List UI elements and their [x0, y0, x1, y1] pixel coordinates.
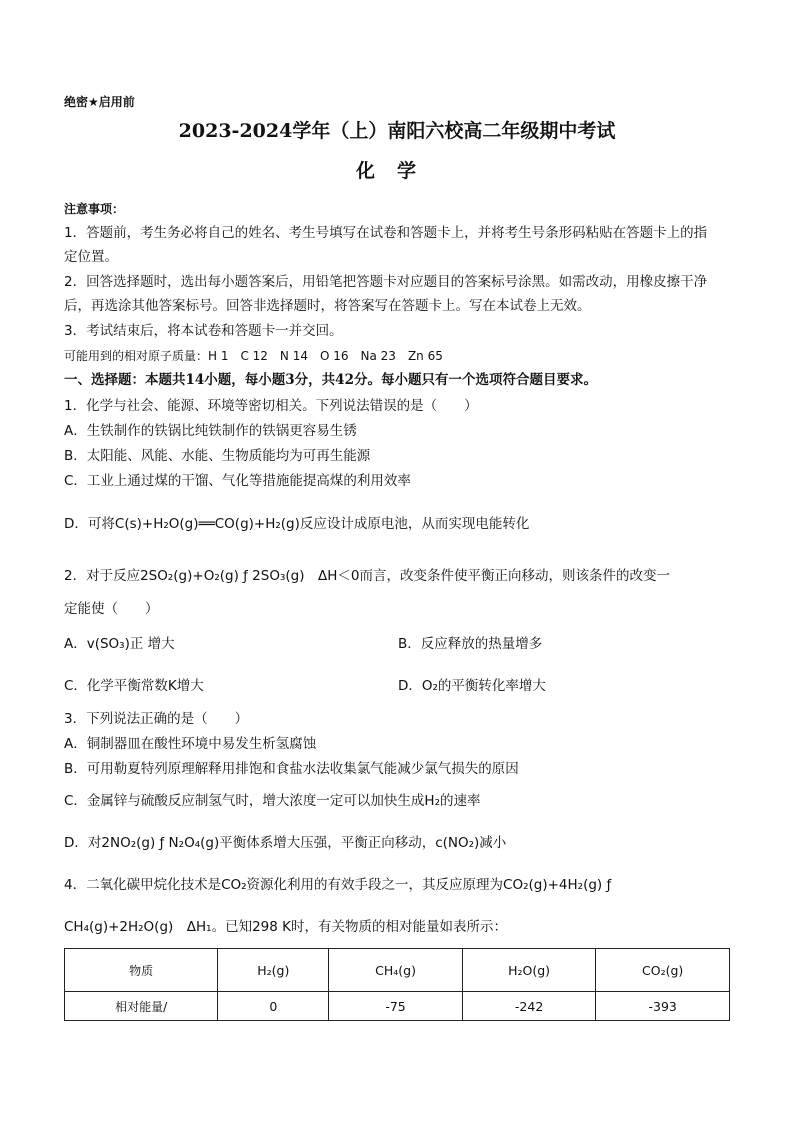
- q2-option-b: B．反应释放的热量增多: [398, 636, 543, 652]
- energy-table-value-row: [65, 992, 730, 1021]
- q1-option-d: D．可将C(s)+H₂O(g)══CO(g)+H₂(g)反应设计成原电池，从而实现电能转化: [64, 516, 530, 532]
- notice-heading: 注意事项：: [64, 202, 125, 216]
- energy-table-header-cell: 物质: [65, 949, 218, 992]
- section-1-heading: 一、选择题：本题共14小题，每小题3分，共42分。每小题只有一个选项符合题目要求。: [64, 372, 597, 388]
- energy-table-cell: 0: [218, 992, 329, 1021]
- q3-option-a: A．铜制器皿在酸性环境中易发生析氢腐蚀: [64, 736, 317, 752]
- q1-option-b: B．太阳能、风能、水能、生物质能均为可再生能源: [64, 448, 371, 464]
- q1-stem: 1．化学与社会、能源、环境等密切相关。下列说法错误的是（ ）: [64, 398, 478, 414]
- q3-option-c: C．金属锌与硫酸反应制氢气时，增大浓度一定可以加快生成H₂的速率: [64, 793, 481, 809]
- energy-table: [64, 948, 730, 1021]
- energy-table-cell: -393: [596, 992, 730, 1021]
- subject-title: 化学: [355, 160, 438, 182]
- q1-option-a: A．生铁制作的铁锅比纯铁制作的铁锅更容易生锈: [64, 423, 357, 439]
- notice-item-2-line-2: 后，再选涂其他答案标号。回答非选择题时，将答案写在答题卡上。写在本试卷上无效。: [64, 298, 591, 314]
- energy-table-header-cell: CH₄(g): [329, 949, 463, 992]
- energy-table-header-cell: H₂(g): [218, 949, 329, 992]
- energy-table-cell: -242: [462, 992, 596, 1021]
- q2-stem-line-1: 2．对于反应2SO₂(g)+O₂(g) ƒ 2SO₃(g) ΔH＜0而言，改变条件使平衡正向移动，则该条件的改变一: [64, 568, 670, 584]
- energy-table-cell: -75: [329, 992, 463, 1021]
- notice-item-1-line-1: 1．答题前，考生务必将自己的姓名、考生号填写在试卷和答题卡上，并将考生号条形码粘贴在答题卡上的指: [64, 225, 708, 241]
- secret-label: 绝密★启用前: [64, 95, 135, 109]
- notice-item-2-line-1: 2．回答选择题时，选出每小题答案后，用铅笔把答题卡对应题目的答案标号涂黑。如需改动，用橡皮擦干净: [64, 274, 708, 290]
- q1-option-c: C．工业上通过煤的干馏、气化等措施能提高煤的利用效率: [64, 473, 411, 489]
- q3-stem: 3．下列说法正确的是（ ）: [64, 711, 249, 727]
- q4-stem-line-2: CH₄(g)+2H₂O(g) ΔH₁。已知298 K时，有关物质的相对能量如表所示：: [64, 919, 507, 935]
- energy-table-header-cell: CO₂(g): [596, 949, 730, 992]
- q3-option-d: D．对2NO₂(g) ƒ N₂O₄(g)平衡体系增大压强，平衡正向移动，c(NO₂)减小: [64, 835, 507, 851]
- atomic-mass-line: 可能用到的相对原子质量：H 1 C 12 N 14 O 16 Na 23 Zn 65: [64, 349, 443, 363]
- exam-title: 2023-2024学年（上）南阳六校高二年级期中考试: [178, 120, 616, 142]
- q3-option-b: B．可用勒夏特列原理解释用排饱和食盐水法收集氯气能减少氯气损失的原因: [64, 761, 519, 777]
- q2-stem-line-2: 定能使（ ）: [64, 601, 159, 617]
- q2-option-d: D．O₂的平衡转化率增大: [398, 678, 546, 694]
- notice-item-1-line-2: 定位置。: [64, 249, 118, 265]
- q2-option-a: A．v(SO₃)正 增大: [64, 636, 175, 652]
- q2-option-c: C．化学平衡常数K增大: [64, 678, 204, 694]
- notice-item-3: 3．考试结束后，将本试卷和答题卡一并交回。: [64, 323, 343, 339]
- q4-stem-line-1: 4．二氧化碳甲烷化技术是CO₂资源化利用的有效手段之一，其反应原理为CO₂(g)+4H₂(g) ƒ: [64, 877, 612, 893]
- energy-table-header-cell: H₂O(g): [462, 949, 596, 992]
- energy-table-header-row: [65, 949, 730, 992]
- energy-table-cell: 相对能量/: [65, 992, 218, 1021]
